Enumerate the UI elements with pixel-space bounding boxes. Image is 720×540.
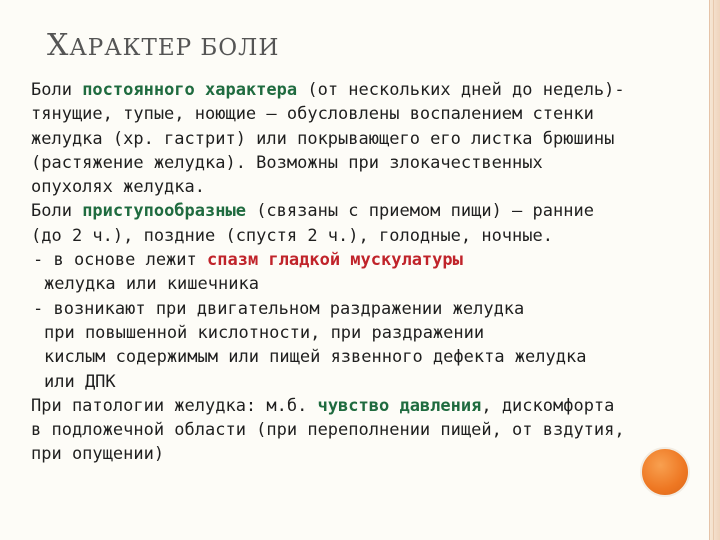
text-line	[31, 78, 700, 102]
text-span: - в основе лежит	[33, 250, 207, 271]
text-span: Боли	[31, 80, 83, 100]
text-line	[31, 394, 700, 418]
slide-border	[709, 0, 720, 540]
title-initial: Х	[47, 28, 70, 63]
text-line	[0, 248, 700, 272]
text-line: - возникают при двигательном раздражении желудка	[33, 298, 525, 319]
highlight-paroxysmal: приступообразные	[82, 201, 246, 222]
bullet-constant-pain	[0, 78, 700, 199]
orange-circle-decoration	[640, 447, 690, 497]
text-line: желудка (хр. гастрит) или покрывающего его листка брюшины	[31, 128, 615, 149]
slide-body	[0, 78, 700, 467]
text-span: (от нескольких дней до недель)-	[297, 80, 625, 100]
text-line: или ДПК	[44, 371, 116, 392]
text-line: (до 2 ч.), поздние (спустя 2 ч.), голодные, ночные.	[31, 225, 553, 246]
text-line: при повышенной кислотности, при раздражении	[44, 322, 485, 343]
text-span: Боли	[31, 201, 83, 222]
text-span: (связаны с приемом пищи) – ранние	[245, 201, 594, 222]
text-line	[31, 199, 700, 223]
text-line: опухолях желудка.	[31, 177, 205, 198]
text-span: , дискомфорта	[481, 395, 615, 416]
text-line: кислым содержимым или пищей язвенного дефекта желудка	[44, 347, 587, 368]
title-rest: АРАКТЕР БОЛИ	[69, 35, 280, 61]
text-line: тянущие, тупые, ноющие – обусловлены воспалением стенки	[31, 104, 594, 125]
bullet-paroxysmal-pain	[0, 199, 700, 248]
slide-title	[47, 28, 279, 63]
text-line: (растяжение желудка). Возможны при злокачественных	[31, 152, 543, 173]
text-line: в подложечной области (при переполнении пищей, от вздутия,	[31, 420, 625, 441]
highlight-pressure: чувство давления	[317, 395, 482, 416]
highlight-constant: постоянного характера	[82, 80, 298, 100]
text-line: желудка или кишечника	[44, 274, 259, 295]
bullet-gastric-pathology	[0, 394, 700, 467]
text-line: при опущении)	[31, 444, 165, 465]
highlight-spasm: спазм гладкой мускулатуры	[207, 250, 463, 271]
text-span: При патологии желудка: м.б.	[31, 395, 318, 416]
